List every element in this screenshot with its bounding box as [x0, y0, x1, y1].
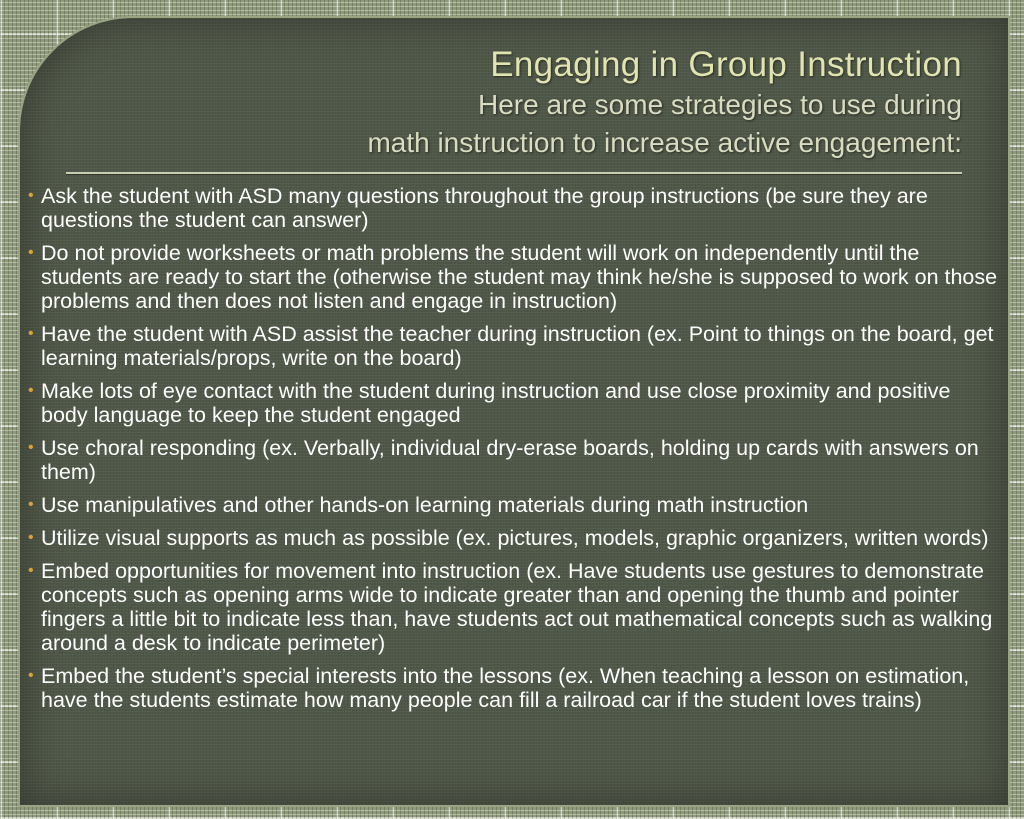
bullet-text: Embed the student’s special interests into the lessons (ex. When teaching a lesson on estimation, have the students estimate how many people can fill a railroad car if the student loves trains): [41, 664, 970, 712]
bullet-text: Utilize visual supports as much as possible (ex. pictures, models, graphic organizers, written words): [41, 526, 989, 550]
bullet-list: [28, 184, 998, 721]
bullet-item: [28, 559, 998, 655]
bullet-item: [28, 379, 998, 427]
bullet-item: [28, 493, 998, 517]
slide-subtitle-line-2: math instruction to increase active engagement:: [367, 127, 962, 158]
bullet-item: [28, 436, 998, 484]
bullet-item: [28, 322, 998, 370]
bullet-text: Use manipulatives and other hands-on learning materials during math instruction: [41, 493, 809, 517]
bullet-icon: •: [28, 325, 34, 342]
bullet-text: Do not provide worksheets or math problems the student will work on independently until the students are ready to start the (otherwise the student may think he/she is supposed to work on those problems and then does not listen and engage in instruction): [41, 241, 998, 313]
bullet-item: [28, 664, 998, 712]
title-block: [367, 44, 962, 162]
bullet-icon: •: [28, 562, 34, 579]
bullet-icon: •: [28, 439, 34, 456]
bullet-text: Have the student with ASD assist the teacher during instruction (ex. Point to things on the board, get learning materials/props, write on the board): [41, 322, 994, 370]
bullet-icon: •: [28, 529, 34, 546]
slide-subtitle-line-1: Here are some strategies to use during: [477, 89, 962, 120]
bullet-icon: •: [28, 244, 34, 261]
bullet-icon: •: [28, 496, 34, 513]
title-divider: [66, 172, 962, 174]
bullet-icon: •: [28, 667, 34, 684]
bullet-text: Embed opportunities for movement into instruction (ex. Have students use gestures to demonstrate concepts such as opening arms wide to indicate greater than and opening the thumb and pointer fingers a little bit to indicate less than, have students act out mathematical concepts such as walking around a desk to indicate perimeter): [41, 559, 993, 655]
bullet-text: Use choral responding (ex. Verbally, individual dry-erase boards, holding up cards with answers on them): [41, 436, 979, 484]
bullet-icon: •: [28, 187, 34, 204]
bullet-item: [28, 184, 998, 232]
bullet-item: [28, 526, 998, 550]
slide-title: Engaging in Group Instruction: [490, 45, 962, 84]
bullet-text: Ask the student with ASD many questions throughout the group instructions (be sure they are questions the student can answer): [41, 184, 928, 232]
bullet-icon: •: [28, 382, 34, 399]
bullet-text: Make lots of eye contact with the student during instruction and use close proximity and positive body language to keep the student engaged: [41, 379, 951, 427]
bullet-item: [28, 241, 998, 313]
